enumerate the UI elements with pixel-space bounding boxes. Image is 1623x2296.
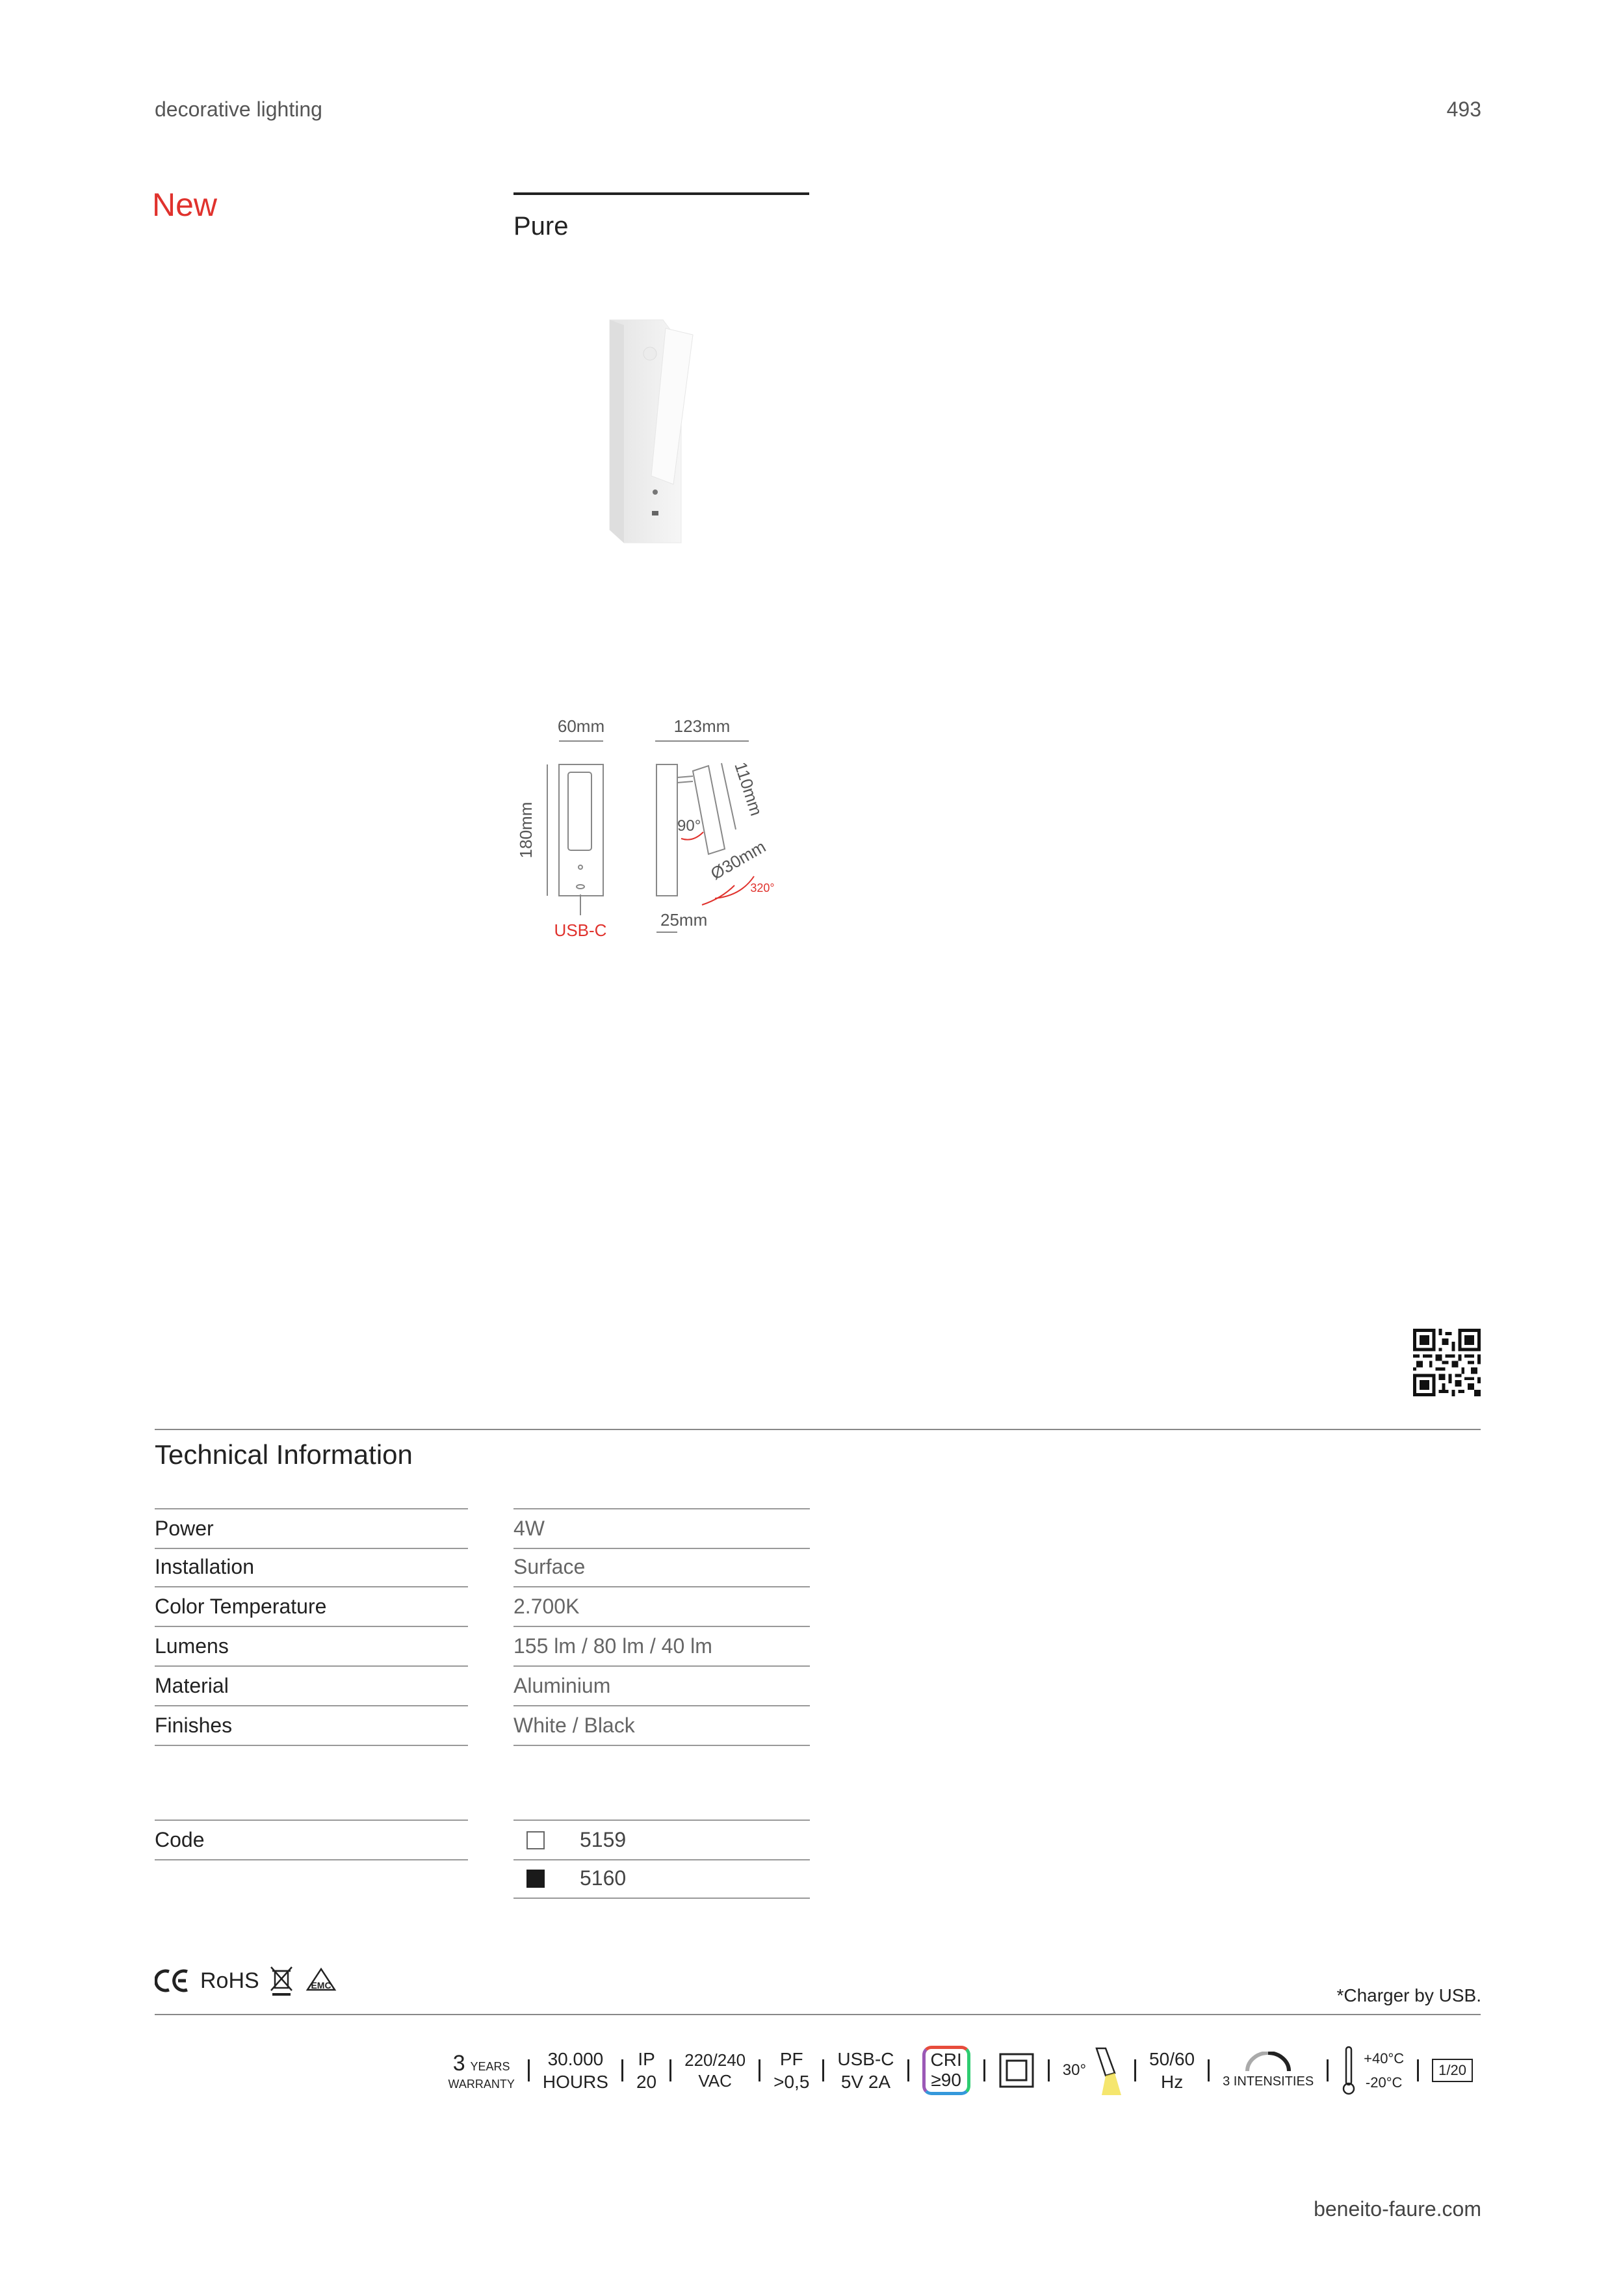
code-value: 5160	[580, 1866, 627, 1890]
dim-width: 60mm	[557, 716, 605, 736]
frequency-icon: 50/60 Hz	[1149, 2049, 1195, 2092]
weee-bin-icon	[268, 1964, 294, 1997]
code-label: Code	[155, 1820, 468, 1860]
usb-c-port-label: USB-C	[554, 920, 607, 940]
technical-rule	[155, 1429, 1481, 1430]
ce-mark-icon	[155, 1968, 191, 1994]
ip-rating-icon: IP 20	[636, 2049, 657, 2092]
product-title-rule	[513, 192, 809, 195]
svg-text:EMC: EMC	[311, 1980, 331, 1990]
page-number: 493	[1446, 98, 1481, 121]
dim-depth: 123mm	[673, 716, 731, 736]
spec-label: Finishes	[155, 1706, 468, 1746]
new-badge: New	[152, 187, 218, 223]
website-link[interactable]: beneito-faure.com	[1314, 2197, 1481, 2221]
spec-label: Lumens	[155, 1627, 468, 1667]
product-image	[585, 299, 754, 559]
spec-value: White / Black	[513, 1706, 810, 1746]
class-ii-icon	[989, 2052, 1044, 2089]
spec-value: 4W	[513, 1508, 810, 1549]
qr-code[interactable]	[1413, 1329, 1481, 1396]
black-finish-swatch	[526, 1870, 545, 1888]
dim-diameter: Ø30mm	[707, 836, 770, 884]
feature-icons	[390, 2041, 1482, 2100]
beam-angle-icon: 30°	[1054, 2046, 1130, 2095]
spec-label: Power	[155, 1508, 468, 1549]
code-value: 5159	[580, 1828, 627, 1851]
power-factor-icon: PF >0,5	[773, 2049, 810, 2092]
cri-icon: CRI ≥90	[913, 2046, 980, 2095]
temperature-range-icon: +40°C -20°C	[1332, 2046, 1413, 2095]
charger-note: *Charger by USB.	[1336, 1985, 1481, 2005]
scale-icon: 1/20	[1423, 2059, 1482, 2082]
spec-label: Color Temperature	[155, 1587, 468, 1627]
dim-arm: 110mm	[731, 759, 767, 818]
dim-rotation: 320°	[750, 881, 775, 894]
voltage-icon: 220/240 VAC	[684, 2050, 746, 2091]
certifications	[155, 1964, 339, 1997]
spec-value: Surface	[513, 1548, 810, 1587]
rohs-label: RoHS	[200, 1968, 259, 1993]
dim-base: 25mm	[660, 910, 708, 930]
spec-value: 155 lm / 80 lm / 40 lm	[513, 1627, 810, 1667]
warranty-icon: 3 YEARS WARRANTY	[448, 2050, 515, 2091]
usb-c-icon: USB-C 5V 2A	[837, 2049, 894, 2092]
spec-label: Installation	[155, 1548, 468, 1587]
spec-label: Material	[155, 1667, 468, 1706]
dim-height: 180mm	[516, 802, 536, 859]
dim-angle: 90°	[677, 817, 701, 835]
product-name: Pure	[513, 212, 569, 241]
white-finish-swatch	[526, 1831, 545, 1849]
emc-mark-icon	[304, 1968, 339, 1994]
code-row-black	[513, 1859, 810, 1899]
code-row-white	[513, 1820, 810, 1860]
spec-value: 2.700K	[513, 1587, 810, 1627]
lifetime-hours-icon: 30.000 HOURS	[542, 2049, 608, 2092]
dimmer-intensities-icon: 3 INTENSITIES	[1214, 2052, 1323, 2090]
bottom-rule	[155, 2014, 1481, 2015]
technical-title: Technical Information	[155, 1439, 413, 1470]
technical-drawing	[513, 712, 819, 946]
spec-value: Aluminium	[513, 1667, 810, 1706]
section-title: decorative lighting	[155, 98, 322, 121]
